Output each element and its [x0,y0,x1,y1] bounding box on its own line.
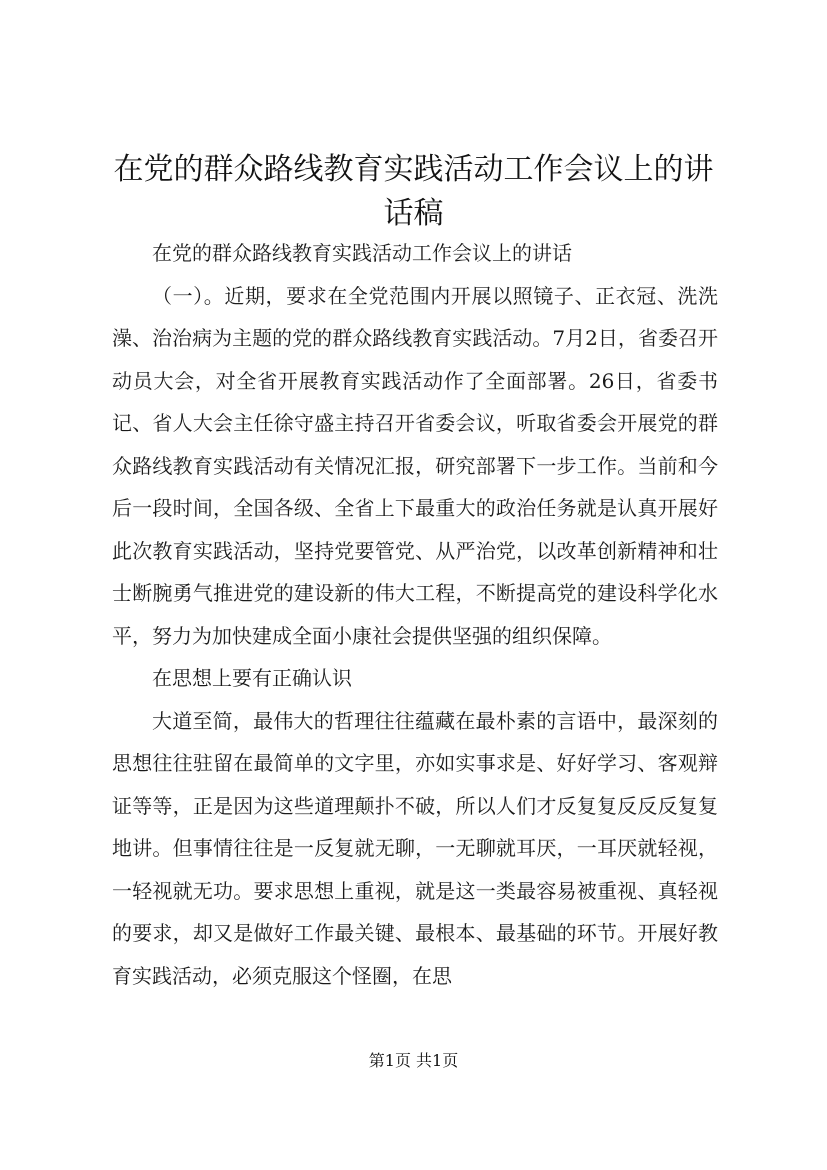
page-footer: 第1页 共1页 [368,1051,459,1070]
body-paragraph: （一）。近期，要求在全党范围内开展以照镜子、正衣冠、洗洗澡、治治病为主题的党的群众路线教育实践活动。7月2日，省委召开动员大会，对全省开展教育实践活动作了全面部署。26日，省委书记、省人大会主任徐守盛主持召开省委会议，听取省委会开展党的群众路线教育实践活动有关情况汇报，研究部署下一步工作。当前和今后一段时间，全国各级、全省上下最重大的政治任务就是认真开展好此次教育实践活动，坚持党要管党、从严治党，以改革创新精神和壮士断腕勇气推进党的建设新的伟大工程，不断提高党的建设科学化水平，努力为加快建成全面小康社会提供坚强的组织保障。 [112,283,718,648]
section-heading: 在思想上要有正确认识 [152,666,352,690]
body-paragraph: 大道至简，最伟大的哲理往往蕴藏在最朴素的言语中，最深刻的思想往往驻留在最简单的文字里，亦如实事求是、好好学习、客观辩证等等，正是因为这些道理颠扑不破，所以人们才反复复反反反复复地讲。但事情往往是一反复就无聊，一无聊就耳厌，一耳厌就轻视，一轻视就无功。要求思想上重视，就是这一类最容易被重视、真轻视的要求，却又是做好工作最关键、最根本、最基础的环节。开展好教育实践活动，必须克服这个怪圈，在思 [112,708,718,988]
subtitle-paragraph: 在党的群众路线教育实践活动工作会议上的讲话 [152,241,572,265]
document-title: 在党的群众路线教育实践活动工作会议上的讲话稿 [113,152,714,231]
document-body [112,232,718,997]
